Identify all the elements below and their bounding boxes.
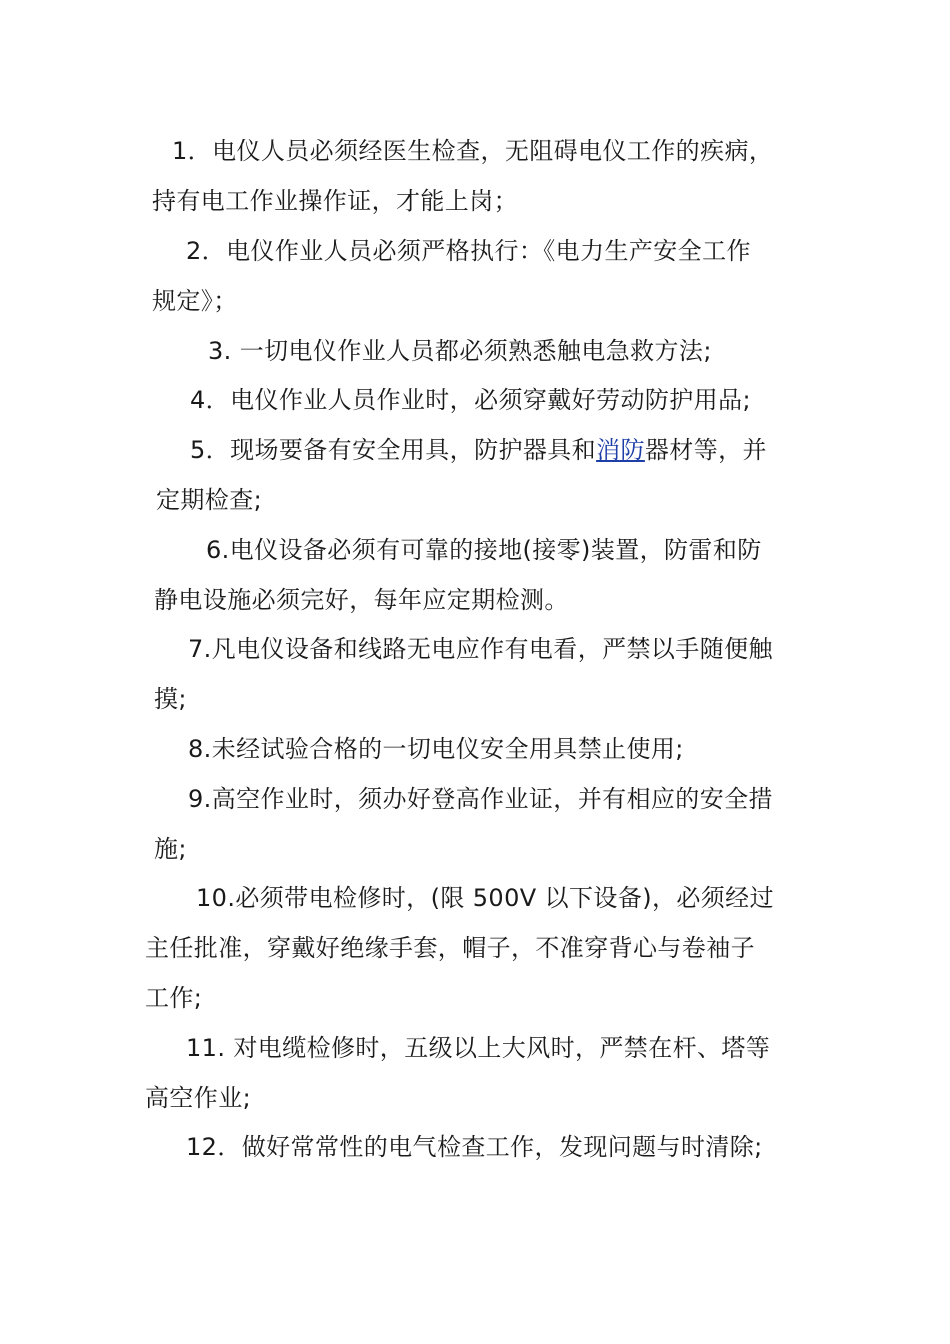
rule-10-line-2: 主任批准，穿戴好绝缘手套，帽子，不准穿背心与卷袖子 xyxy=(145,934,755,962)
rule-10-line-1: 10.必须带电检修时，(限 500V 以下设备)，必须经过 xyxy=(196,884,774,912)
rule-5-text-before: 5．现场要备有安全用具，防护器具和 xyxy=(190,436,597,464)
rule-2-line-1: 2．电仪作业人员必须严格执行：《电力生产安全工作 xyxy=(186,237,751,265)
rule-9-line-1: 9.高空作业时，须办好登高作业证，并有相应的安全措 xyxy=(188,785,773,813)
rule-11-line-1: 11. 对电缆检修时，五级以上大风时，严禁在杆、塔等 xyxy=(186,1034,771,1062)
rule-9-line-2: 施; xyxy=(154,835,187,863)
rule-6-line-1: 6.电仪设备必须有可靠的接地(接零)装置，防雷和防 xyxy=(206,536,762,564)
rule-7-line-1: 7.凡电仪设备和线路无电应作有电看，严禁以手随便触 xyxy=(188,635,773,663)
rule-3: 3. 一切电仪作业人员都必须熟悉触电急救方法; xyxy=(208,337,712,365)
rule-8: 8.未经试验合格的一切电仪安全用具禁止使用; xyxy=(188,735,684,763)
rule-1-line-2: 持有电工作业操作证，才能上岗； xyxy=(152,187,518,215)
rule-6-line-2: 静电设施必须完好，每年应定期检测。 xyxy=(154,586,569,614)
rule-12: 12．做好常常性的电气检查工作，发现问题与时清除; xyxy=(186,1133,763,1161)
rule-1-line-1: 1．电仪人员必须经医生检查，无阻碍电仪工作的疾病， xyxy=(172,137,774,165)
rule-5-line-2: 定期检查; xyxy=(156,486,263,514)
rule-2-line-2: 规定》； xyxy=(152,287,238,315)
rule-7-line-2: 摸; xyxy=(154,685,187,713)
rule-4: 4．电仪作业人员作业时，必须穿戴好劳动防护用品; xyxy=(190,386,751,414)
rule-5-text-after: 器材等，并 xyxy=(644,436,767,464)
rule-10-line-3: 工作; xyxy=(145,984,203,1012)
rule-5-line-1 xyxy=(190,435,767,465)
rule-11-line-2: 高空作业; xyxy=(145,1084,252,1112)
fire-protection-link[interactable]: 消防 xyxy=(596,436,645,464)
